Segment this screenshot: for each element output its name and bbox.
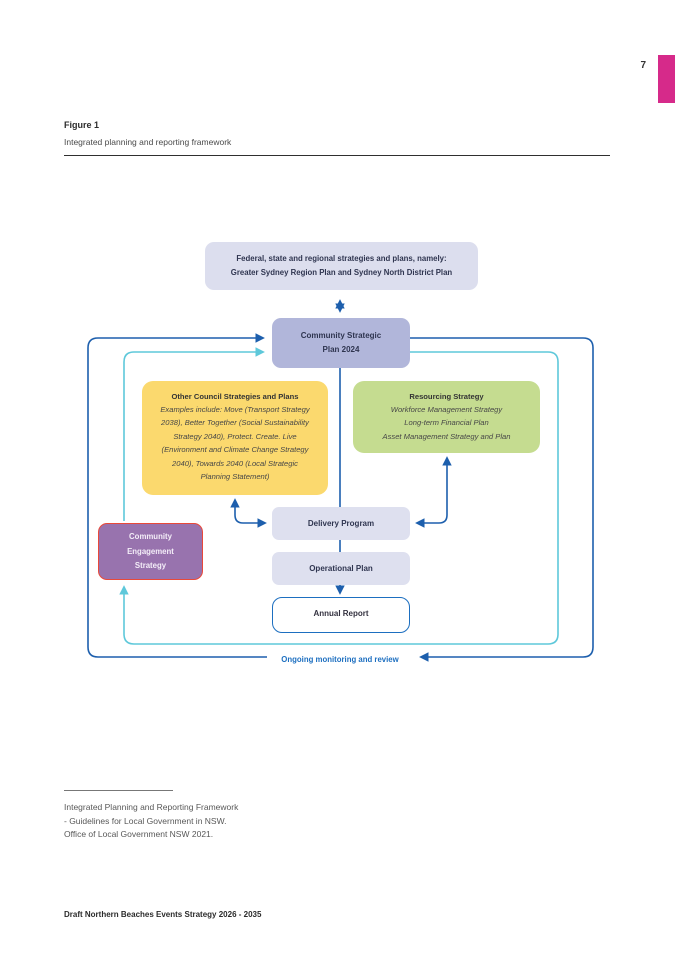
ces-box-line: Community <box>129 532 172 541</box>
annual-report-box: Annual Report <box>272 597 410 633</box>
monitoring-label: Ongoing monitoring and review <box>281 655 399 664</box>
arrow-green-delivery <box>417 458 447 523</box>
figure-label: Figure 1 <box>64 120 100 130</box>
ces-box-line: Strategy <box>134 561 167 570</box>
federal-box-line: Greater Sydney Region Plan and Sydney North District Plan <box>230 268 453 277</box>
figure-rule <box>64 155 610 156</box>
operational-plan-box: Operational Plan <box>272 552 410 585</box>
delivery-program-box: Delivery Program <box>272 507 410 540</box>
footer-text: Draft Northern Beaches Events Strategy 2026 - 2035 <box>64 910 262 919</box>
other-strategies-line: Strategy 2040), Protect. Create. Live <box>173 431 297 441</box>
csp-box-line: Community Strategic <box>300 331 382 340</box>
community-strategic-plan-box <box>272 318 410 368</box>
resourcing-line: Asset Management Strategy and Plan <box>382 431 511 441</box>
federal-state-regional-box <box>205 242 478 290</box>
page-accent-tab <box>658 55 675 103</box>
footnote-line: Integrated Planning and Reporting Framework <box>64 802 239 812</box>
other-strategies-line: 2038), Better Together (Social Sustainability <box>161 418 309 428</box>
other-strategies-line: (Environment and Climate Change Strategy <box>161 445 309 455</box>
other-council-strategies-box <box>142 381 328 495</box>
csp-box-line: Plan 2024 <box>322 345 360 354</box>
federal-box-line: Federal, state and regional strategies and plans, namely: <box>236 254 447 263</box>
arrow-yellow-delivery <box>235 500 265 523</box>
other-strategies-title: Other Council Strategies and Plans <box>171 392 299 401</box>
other-strategies-line: 2040), Towards 2040 (Local Strategic <box>172 458 298 468</box>
page-number: 7 <box>640 60 646 71</box>
community-engagement-strategy-box <box>98 523 203 580</box>
figure-caption: Integrated planning and reporting framework <box>64 137 232 147</box>
footnote-line: - Guidelines for Local Government in NSW. <box>64 815 227 826</box>
footnote-line: Office of Local Government NSW 2021. <box>64 829 214 839</box>
resourcing-strategy-box <box>353 381 540 453</box>
ces-box-line: Engagement <box>127 546 174 556</box>
resourcing-title: Resourcing Strategy <box>409 392 484 401</box>
footnote <box>64 801 238 842</box>
other-strategies-line: Examples include: Move (Transport Strategy <box>160 405 310 414</box>
resourcing-line: Workforce Management Strategy <box>390 405 503 414</box>
other-strategies-line: Planning Statement) <box>200 472 270 482</box>
footnote-rule <box>64 790 173 791</box>
resourcing-line: Long-term Financial Plan <box>404 418 489 428</box>
